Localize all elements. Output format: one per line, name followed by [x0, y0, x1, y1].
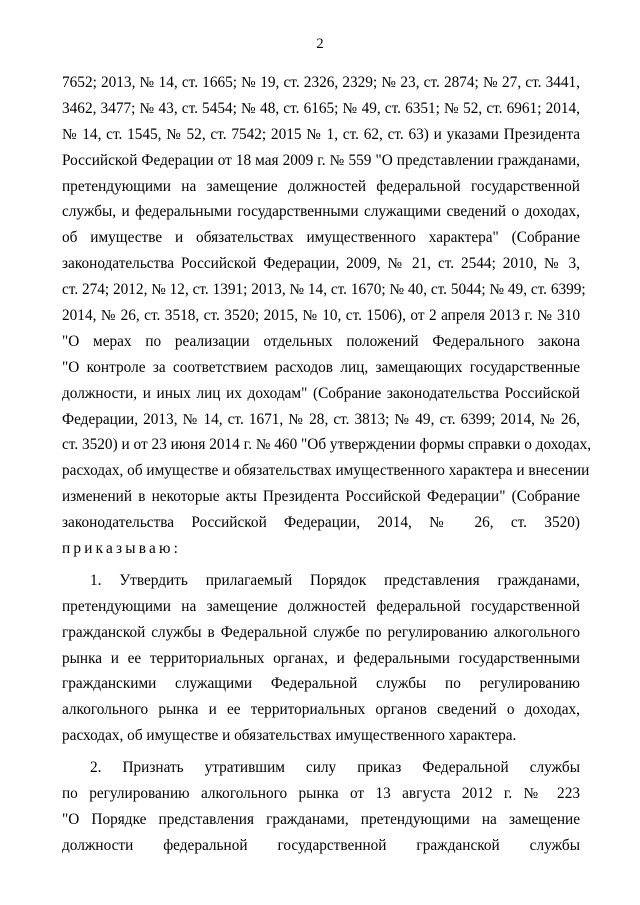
page-number: 2 [316, 36, 324, 52]
item-1-line: рынка и ее территориальных органах, и федеральными государственными [62, 649, 580, 667]
item-2-line: должности федеральной государственной гражданской службы [62, 836, 580, 854]
item-2-first-line: 2. Признать утратившим силу приказ Федеральной службы [90, 759, 580, 777]
text-line: 2014, № 26, ст. 3518, ст. 3520; 2015, № 10, ст. 1506), от 2 апреля 2013 г. № 310 [62, 307, 580, 325]
text-line: 3462, 3477; № 43, ст. 5454; № 48, ст. 6165; № 49, ст. 6351; № 52, ст. 6961; 2014, [62, 99, 580, 117]
item-1-line: алкогольного рынка и ее территориальных органов сведений о доходах, [62, 701, 580, 719]
text-line: об имуществе и обязательствах имущественного характера" (Собрание [62, 229, 580, 247]
text-line: изменений в некоторые акты Президента Российской Федерации" (Собрание [62, 488, 580, 506]
text-line: 7652; 2013, № 14, ст. 1665; № 19, ст. 2326, 2329; № 23, ст. 2874; № 27, ст. 3441, [62, 74, 580, 91]
item-1-line: гражданскими служащими Федеральной службы по регулированию [62, 675, 580, 693]
text-line: № 14, ст. 1545, № 52, ст. 7542; 2015 № 1, ст. 62, ст. 63) и указами Президента [62, 125, 580, 143]
text-line: "О мерах по реализации отдельных положений Федерального закона [62, 332, 580, 350]
order-word: приказываю: [62, 540, 182, 558]
text-line: расходах, об имуществе и обязательствах имущественного характера и внесении [62, 462, 590, 480]
text-line: службы, и федеральными государственными служащими сведений о доходах, [62, 203, 580, 221]
item-2-line: по регулированию алкогольного рынка от 13 августа 2012 г. № 223 [62, 785, 580, 803]
text-line: претендующими на замещение должностей федеральной государственной [62, 177, 580, 195]
text-line: ст. 274; 2012, № 12, ст. 1391; 2013, № 14, ст. 1670; № 40, ст. 5044; № 49, ст. 6399; [62, 281, 586, 299]
item-1-first-line: 1. Утвердить прилагаемый Порядок представления гражданами, [90, 571, 580, 589]
item-2-line: "О Порядке представления гражданами, претендующими на замещение [62, 810, 580, 828]
text-line: Федерации, 2013, № 14, ст. 1671, № 28, ст. 3813; № 49, ст. 6399; 2014, № 26, [62, 410, 580, 428]
text-line: законодательства Российской Федерации, 2009, № 21, ст. 2544; 2010, № 3, [62, 255, 580, 273]
item-1-line: претендующими на замещение должностей федеральной государственной [62, 597, 580, 615]
text-line: должности, и иных лиц их доходам" (Собрание законодательства Российской [62, 384, 580, 402]
text-line: ст. 3520) и от 23 июня 2014 г. № 460 "Об утверждении формы справки о доходах, [62, 436, 592, 454]
text-line: законодательства Российской Федерации, 2014, № 26, ст. 3520) [62, 514, 580, 532]
document-body [62, 70, 592, 859]
item-1-last-line: расходах, об имуществе и обязательствах имущественного характера. [62, 727, 517, 745]
text-line: Российской Федерации от 18 мая 2009 г. № 559 "О представлении гражданами, [62, 151, 580, 169]
item-1-line: гражданской службы в Федеральной службе по регулированию алкогольного [62, 623, 580, 641]
text-line: "О контроле за соответствием расходов лиц, замещающих государственные [62, 358, 580, 376]
